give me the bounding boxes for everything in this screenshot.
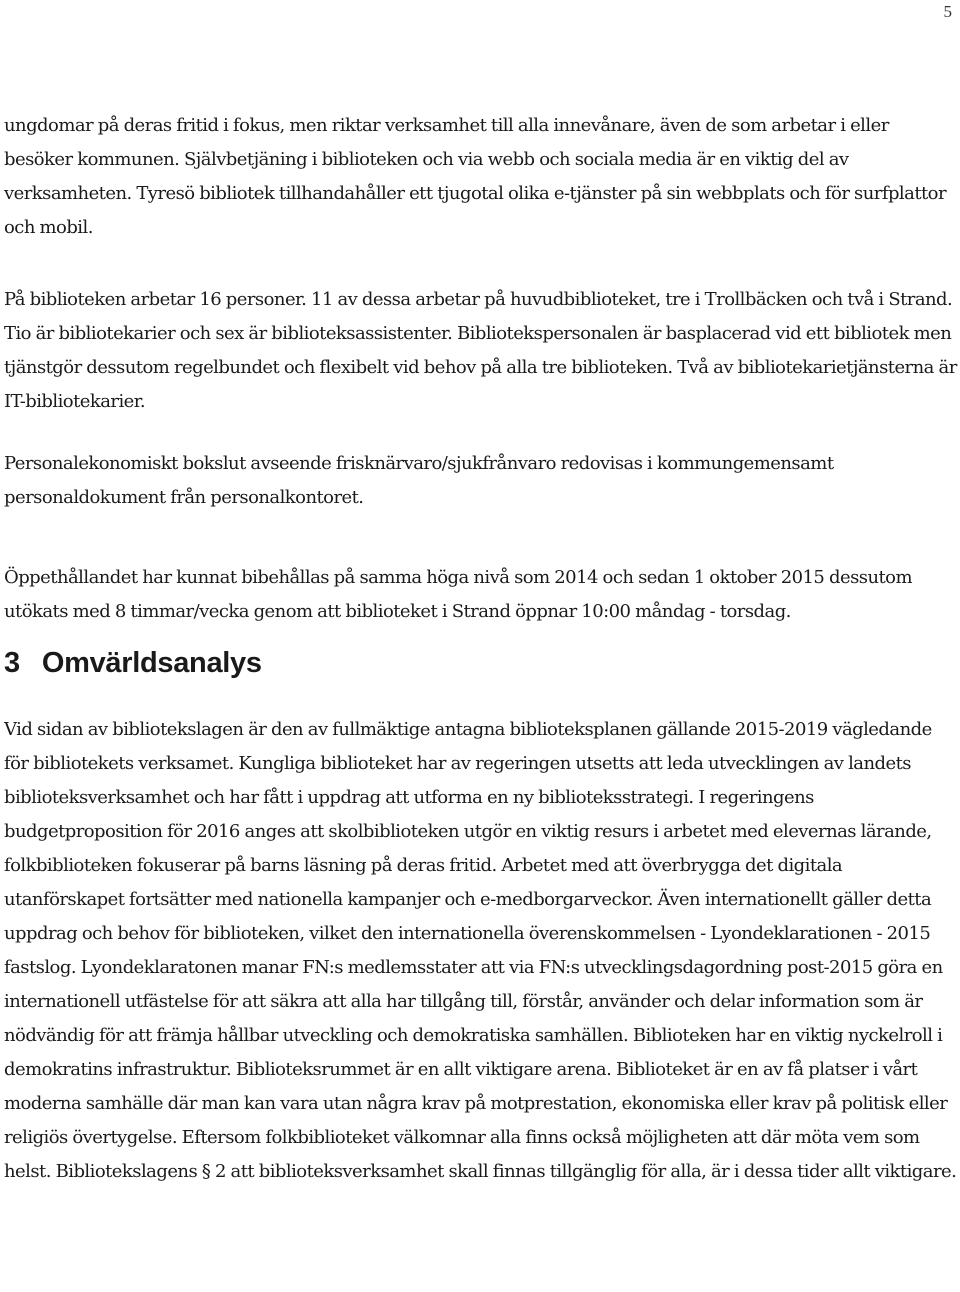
document-body xyxy=(4,109,958,1189)
paragraph-staff: På biblioteken arbetar 16 personer. 11 av dessa arbetar på huvudbiblioteket, tre i Trollbäcken och två i Strand. Tio är bibliotekarier och sex är biblioteksassistenter. Bibliotekspersonalen är basplacerad vid ett bibliotek men tjänstgör dessutom regelbundet och flexibelt vid behov på alla tre biblioteken. Två av bibliotekarietjänsterna är IT-bibliotekarier. xyxy=(4,289,957,412)
environment-text-part-2: 2 att biblioteksverksamhet skall finnas tillgänglig för alla, är i dessa tider allt viktigare. xyxy=(214,1161,957,1182)
paragraph-economy: Personalekonomiskt bokslut avseende frisknärvaro/sjukfrånvaro redovisas i kommungemensamt personaldokument från personalkontoret. xyxy=(4,453,834,508)
paragraph-opening-hours: Öppethållandet har kunnat bibehållas på samma höga nivå som 2014 och sedan 1 oktober 2015 dessutom utökats med 8 timmar/vecka genom att biblioteket i Strand öppnar 10:00 måndag - torsdag. xyxy=(4,567,912,622)
page-number: 5 xyxy=(943,2,952,21)
environment-text-part-1: Vid sidan av bibliotekslagen är den av fullmäktige antagna biblioteksplanen gällande 2015-2019 vägledande för bibliotekets verksamet. Kungliga biblioteket har av regeringen utsetts att leda utvecklingen av landets biblioteksverksamhet och har fått i uppdrag att utforma en ny biblioteksstrategi. I regeringens budgetproposition för 2016 anges att skolbiblioteken utgör en viktig resurs i arbetet med elevernas lärande, folkbiblioteken fokuserar på barns läsning på deras fritid. Arbetet med att överbrygga det digitala utanförskapet fortsätter med nationella kampanjer och e-medborgarveckor. Även internationellt gäller detta uppdrag och behov för biblioteken, vilket den internationella överenskommelsen - Lyondeklarationen - 2015 fastslog. Lyondeklaratonen manar FN:s medlemsstater att via FN:s utvecklingsdagordning post-2015 göra en internationell utfästelse för att säkra att alla har tillgång till, förstår, använder och delar information som är nödvändig för att främja hållbar utveckling och demokratiska samhällen. Biblioteken har en viktig nyckelroll i demokratins infrastruktur. Biblioteksrummet är en allt viktigare arena. Biblioteket är en av få platser i vårt moderna samhälle där man kan vara utan några krav på motprestation, ekonomiska eller krav på politisk eller religiös övertygelse. Eftersom folkbiblioteket välkomnar alla finns också möjligheten att där möta vem som helst. Bibliotekslagens xyxy=(4,719,948,1182)
section-heading xyxy=(4,643,958,683)
paragraph-environment-analysis xyxy=(4,713,958,1189)
section-number: 3 xyxy=(4,647,20,679)
section-sign-symbol: § xyxy=(201,1161,211,1182)
section-title: Omvärldsanalys xyxy=(41,647,262,679)
paragraph-intro: ungdomar på deras fritid i fokus, men riktar verksamhet till alla innevånare, även de som arbetar i eller besöker kommunen. Självbetjäning i biblioteken och via webb och sociala media är en viktig del av verksamheten. Tyresö bibliotek tillhandahåller ett tjugotal olika e-tjänster på sin webbplats och för surfplattor och mobil. xyxy=(4,115,947,238)
